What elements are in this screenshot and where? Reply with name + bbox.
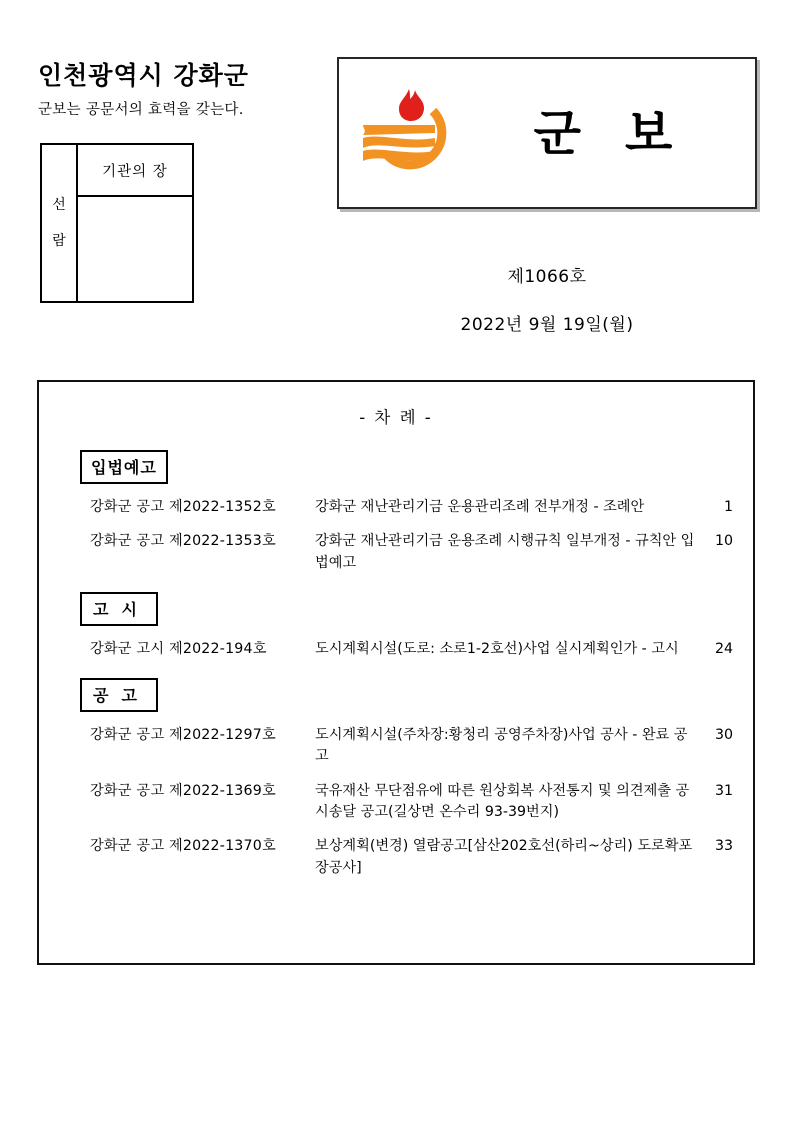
banner-title: 군보 [533, 104, 717, 162]
toc-entry-page: 1 [723, 499, 733, 515]
spacer [57, 428, 735, 450]
toc-entry-page: 30 [714, 727, 733, 744]
signature-label-column [42, 145, 78, 301]
spacer [57, 574, 735, 592]
organization-title: 인천광역시 강화군 [38, 61, 249, 90]
toc-entry-title: 도시계획시설(도로: 소로1-2호선)사업 실시계획인가 - 고시 [315, 640, 679, 657]
toc-entry[interactable] [90, 781, 733, 824]
spacer [57, 823, 735, 836]
organization-subtitle: 군보는 공문서의 효력을 갖는다. [38, 102, 244, 118]
toc-entry-title: 국유재산 무단점유에 따른 원상회복 사전통지 및 의견제출 공시송달 공고(길상면 온수리 93-39번지) [315, 782, 690, 821]
toc-entry[interactable] [90, 725, 733, 768]
toc-entry[interactable] [90, 639, 733, 660]
ganghwa-county-emblem-icon [357, 81, 461, 185]
toc-entry-title: 강화군 재난관리기금 운용조례 시행규칙 일부개정 - 규칙안 입법예고 [315, 533, 695, 571]
toc-entry-page: 10 [714, 533, 733, 550]
issue-number: 제1066호 [507, 267, 587, 287]
toc-entry-number: 강화군 공고 제2022-1353호 [90, 533, 276, 550]
toc-section-tag: 공고 [80, 678, 158, 712]
signature-head-label: 기관의 장 [78, 145, 192, 197]
toc-section-tag: 입법예고 [80, 450, 168, 484]
signature-stamp-area [78, 197, 192, 301]
toc-entry-page: 33 [714, 838, 733, 855]
spacer [57, 484, 735, 497]
toc-entry-title: 강화군 재난관리기금 운용관리조례 전부개정 - 조례안 [315, 499, 645, 515]
signature-label-top: 선 [52, 196, 66, 213]
gazette-masthead-banner [337, 57, 757, 209]
spacer [57, 660, 735, 678]
document-header [0, 0, 800, 360]
spacer [57, 712, 735, 725]
toc-entry-title: 도시계획시설(주차장:황청리 공영주차장)사업 공사 - 완료 공고 [315, 727, 688, 765]
toc-entry-number: 강화군 공고 제2022-1369호 [90, 782, 276, 799]
toc-entry-number: 강화군 공고 제2022-1352호 [90, 499, 276, 515]
signature-field-column [78, 145, 192, 301]
toc-entry-page: 31 [714, 782, 733, 799]
toc-entry[interactable] [90, 497, 733, 518]
spacer [57, 768, 735, 781]
toc-entry-title: 보상계획(변경) 열람공고[삼산202호선(하리~상리) 도로확포장공사] [315, 838, 693, 876]
toc-sections [39, 428, 753, 879]
toc-entry[interactable] [90, 836, 733, 879]
toc-entry-page: 24 [714, 640, 733, 657]
toc-heading: - 차 례 - [359, 408, 433, 427]
toc-section-tag: 고시 [80, 592, 158, 626]
approval-signature-box [40, 143, 194, 303]
spacer [57, 626, 735, 639]
toc-entry-number: 강화군 공고 제2022-1297호 [90, 727, 276, 744]
issue-date: 2022년 9월 19일(월) [460, 315, 634, 335]
spacer [57, 518, 735, 531]
toc-entry[interactable] [90, 531, 733, 574]
toc-entry-number: 강화군 공고 제2022-1370호 [90, 838, 276, 855]
toc-entry-number: 강화군 고시 제2022-194호 [90, 640, 267, 657]
signature-label-bottom: 람 [52, 233, 66, 249]
table-of-contents [37, 380, 755, 965]
